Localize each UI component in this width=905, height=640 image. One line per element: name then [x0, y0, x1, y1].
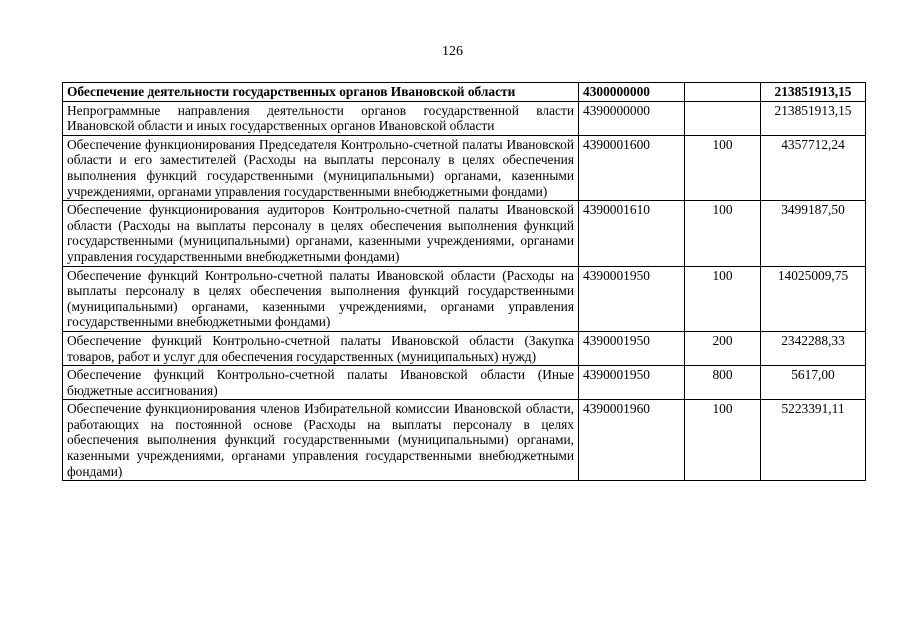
- row-type-cell: [685, 83, 761, 102]
- row-sum-cell: 3499187,50: [761, 201, 866, 266]
- table-row: [63, 331, 866, 365]
- budget-table: [62, 82, 866, 481]
- row-sum-cell: 2342288,33: [761, 331, 866, 365]
- row-type-cell: 100: [685, 201, 761, 266]
- row-name-cell: Непрограммные направления деятельности органов государственной власти Ивановской области и иных государственных органов Ивановской области: [63, 101, 579, 135]
- row-name-cell: Обеспечение функционирования Председателя Контрольно-счетной палаты Ивановской области и его заместителей (Расходы на выплаты персоналу в целях обеспечения выполнения функций государственными (муниципальными) органами, казенными учреждениями, органами управления государственными внебюджетными фондами): [63, 135, 579, 200]
- row-code-cell: 4300000000: [579, 83, 685, 102]
- row-code-cell: 4390001600: [579, 135, 685, 200]
- row-name-cell: Обеспечение функций Контрольно-счетной палаты Ивановской области (Расходы на выплаты персоналу в целях обеспечения выполнения функций государственными (муниципальными) органами, казенными учреждениями, органами управления государственными внебюджетными фондами): [63, 266, 579, 331]
- row-sum-cell: 213851913,15: [761, 83, 866, 102]
- row-type-cell: 100: [685, 266, 761, 331]
- table-row: [63, 366, 866, 400]
- row-code-cell: 4390001950: [579, 366, 685, 400]
- table-row: [63, 135, 866, 200]
- row-code-cell: 4390001950: [579, 266, 685, 331]
- row-name-cell: Обеспечение функций Контрольно-счетной палаты Ивановской области (Закупка товаров, работ и услуг для обеспечения государственных (муниципальных) нужд): [63, 331, 579, 365]
- row-sum-cell: 213851913,15: [761, 101, 866, 135]
- row-code-cell: 4390001610: [579, 201, 685, 266]
- row-name-cell: Обеспечение функционирования членов Избирательной комиссии Ивановской области, работающих на постоянной основе (Расходы на выплаты персоналу в целях обеспечения выполнения функций государственными (муниципальными) органами, казенными учреждениями, органами управления государственными внебюджетными фондами): [63, 400, 579, 481]
- row-name-cell: Обеспечение функций Контрольно-счетной палаты Ивановской области (Иные бюджетные ассигнования): [63, 366, 579, 400]
- row-type-cell: 100: [685, 400, 761, 481]
- row-sum-cell: 5617,00: [761, 366, 866, 400]
- page-number: 126: [442, 44, 463, 59]
- row-type-cell: [685, 101, 761, 135]
- table-row: [63, 201, 866, 266]
- row-sum-cell: 4357712,24: [761, 135, 866, 200]
- row-name-cell: Обеспечение деятельности государственных органов Ивановской области: [63, 83, 579, 102]
- row-sum-cell: 14025009,75: [761, 266, 866, 331]
- row-code-cell: 4390000000: [579, 101, 685, 135]
- table-row: [63, 83, 866, 102]
- row-type-cell: 800: [685, 366, 761, 400]
- row-sum-cell: 5223391,11: [761, 400, 866, 481]
- row-type-cell: 200: [685, 331, 761, 365]
- row-code-cell: 4390001950: [579, 331, 685, 365]
- budget-table-body: [63, 83, 866, 481]
- row-code-cell: 4390001960: [579, 400, 685, 481]
- table-row: [63, 266, 866, 331]
- row-name-cell: Обеспечение функционирования аудиторов Контрольно-счетной палаты Ивановской области (Расходы на выплаты персоналу в целях обеспечения выполнения функций государственными (муниципальными) органами, казенными учреждениями, органами управления государственными внебюджетными фондами): [63, 201, 579, 266]
- table-row: [63, 400, 866, 481]
- table-row: [63, 101, 866, 135]
- row-type-cell: 100: [685, 135, 761, 200]
